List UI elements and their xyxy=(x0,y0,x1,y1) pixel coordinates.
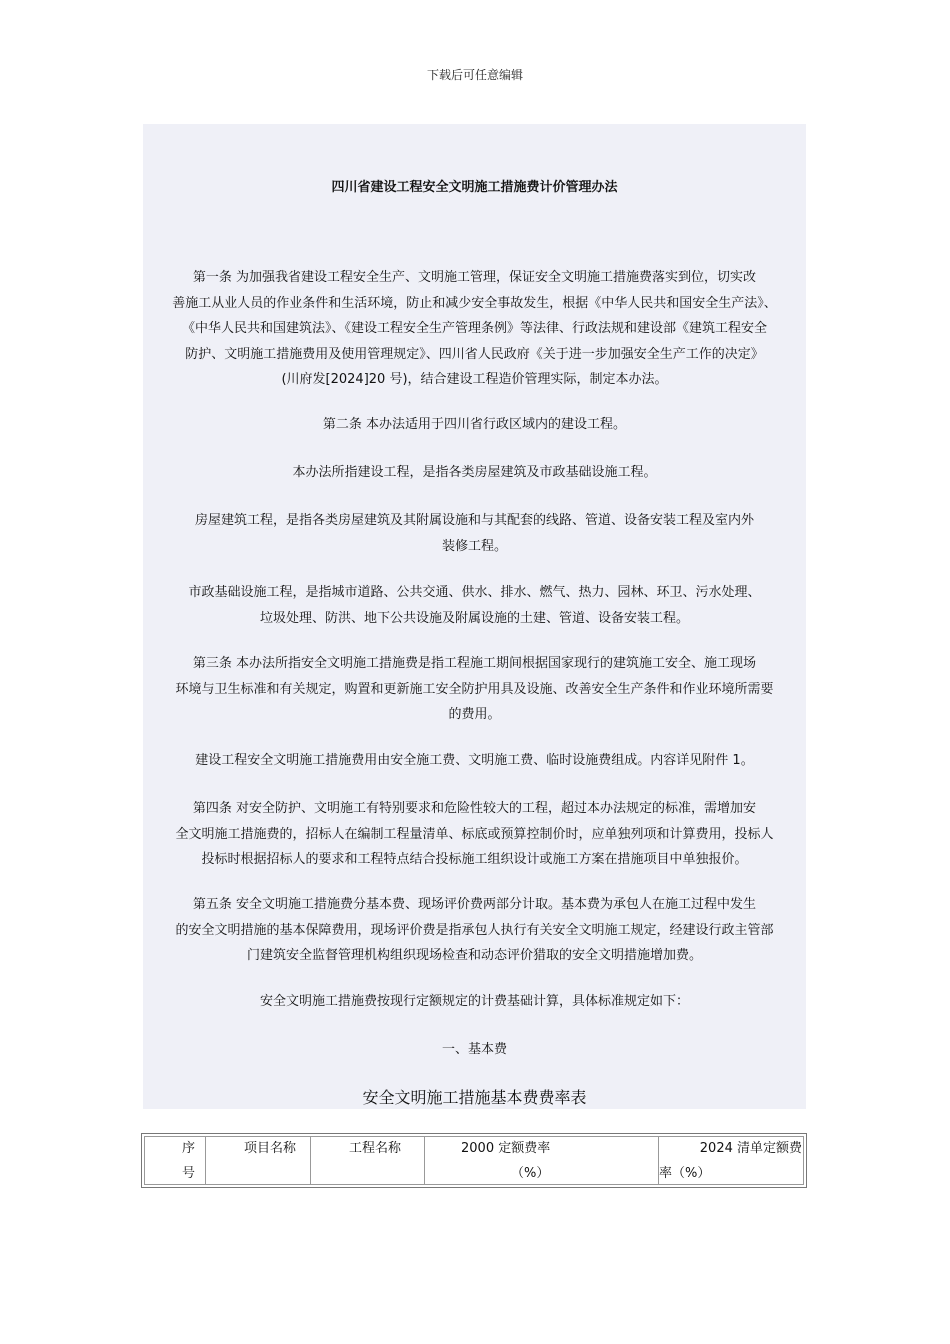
header-line: （%） xyxy=(511,1166,550,1181)
header-line: 2024 清单定额费 xyxy=(699,1141,802,1156)
text-line: (川府发[2024]20 号)，结合建设工程造价管理实际，制定本办法。 xyxy=(281,372,668,387)
section-heading-basic-fee xyxy=(143,1037,806,1063)
header-note: 下载后可任意编辑 xyxy=(426,68,523,82)
paragraph-municipal-works xyxy=(143,580,806,631)
text-line: 的费用。 xyxy=(448,707,501,722)
text-line: 门建筑安全监督管理机构组织现场检查和动态评价猎取的安全文明措施增加费。 xyxy=(246,948,702,963)
text-line: 环境与卫生标准和有关规定，购置和更新施工安全防护用具及设施、改善安全生产条件和作业环境所需要 xyxy=(175,681,774,697)
text-line: 房屋建筑工程，是指各类房屋建筑及其附属设施和与其配套的线路、管道、设备安装工程及室内外 xyxy=(194,513,754,528)
paragraph-fee-composition xyxy=(143,748,806,774)
text-line: 投标时根据招标人的要求和工程特点结合投标施工组织设计或施工方案在措施项目中单独报价。 xyxy=(201,852,748,867)
header-cell-project-name xyxy=(311,1136,425,1185)
article-2 xyxy=(143,412,806,438)
header-cell-2024-rate xyxy=(659,1136,804,1185)
text-line: 装修工程。 xyxy=(441,538,507,554)
header-line: 项目名称 xyxy=(244,1141,297,1156)
text-line: 第四条 对安全防护、文明施工有特别要求和危险性较大的工程，超过本办法规定的标准，需增加安 xyxy=(192,801,757,816)
rate-table xyxy=(141,1133,807,1188)
header-cell-item-name xyxy=(206,1136,311,1185)
text-line: 安全文明施工措施费按现行定额规定的计费基础计算，具体标准规定如下： xyxy=(259,994,689,1009)
header-line: 工程名称 xyxy=(349,1141,402,1156)
text-line: 的安全文明措施的基本保障费用，现场评价费是指承包人执行有关安全文明施工规定，经建设行政主管部 xyxy=(175,922,774,938)
text-line: 第一条 为加强我省建设工程安全生产、文明施工管理，保证安全文明施工措施费落实到位，切实改 xyxy=(192,270,757,285)
text-line: 第二条 本办法适用于四川省行政区域内的建设工程。 xyxy=(322,417,627,432)
text-line: 第五条 安全文明施工措施费分基本费、现场评价费两部分计取。基本费为承包人在施工过程中发生 xyxy=(192,897,757,912)
text-line: 一、基本费 xyxy=(441,1042,507,1057)
text-line: 第三条 本办法所指安全文明施工措施费是指工程施工期间根据国家现行的建筑施工安全、施工现场 xyxy=(192,656,757,671)
header-line: 率（%） xyxy=(659,1166,711,1181)
paragraph-construction-scope xyxy=(143,460,806,486)
header-line: 序 xyxy=(181,1141,195,1156)
text-line: 善施工从业人员的作业条件和生活环境，防止和减少安全事故发生，根据《中华人民共和国安全生产法》、 xyxy=(172,295,777,311)
article-1 xyxy=(143,265,806,393)
table-title: 安全文明施工措施基本费费率表 xyxy=(362,1088,587,1107)
header-cell-2000-rate xyxy=(425,1136,659,1185)
text-line: 防护、文明施工措施费用及使用管理规定》、四川省人民政府《关于进一步加强安全生产工作的决定》 xyxy=(185,346,764,362)
document-title: 四川省建设工程安全文明施工措施费计价管理办法 xyxy=(331,180,618,195)
text-line: 全文明施工措施费的，招标人在编制工程量清单、标底或预算控制价时，应单独列项和计算费用，投标人 xyxy=(175,826,774,842)
article-3 xyxy=(143,651,806,728)
header-line: 号 xyxy=(181,1166,195,1181)
text-line: 建设工程安全文明施工措施费用由安全施工费、文明施工费、临时设施费组成。内容详见附件 1。 xyxy=(195,753,754,768)
text-line: 本办法所指建设工程，是指各类房屋建筑及市政基础设施工程。 xyxy=(292,465,657,480)
text-line: 《中华人民共和国建筑法》、《建设工程安全生产管理条例》等法律、行政法规和建设部《建筑工程安全 xyxy=(181,321,767,336)
article-5 xyxy=(143,892,806,969)
text-line: 垃圾处理、防洪、地下公共设施及附属设施的土建、管道、设备安装工程。 xyxy=(259,610,689,626)
header-line: 2000 定额费率 xyxy=(461,1141,551,1156)
text-line: 市政基础设施工程，是指城市道路、公共交通、供水、排水、燃气、热力、园林、环卫、污水处理、 xyxy=(188,585,761,600)
paragraph-fee-standard xyxy=(143,989,806,1015)
header-cell-index xyxy=(144,1136,206,1185)
paragraph-building-works xyxy=(143,508,806,559)
article-4 xyxy=(143,796,806,873)
